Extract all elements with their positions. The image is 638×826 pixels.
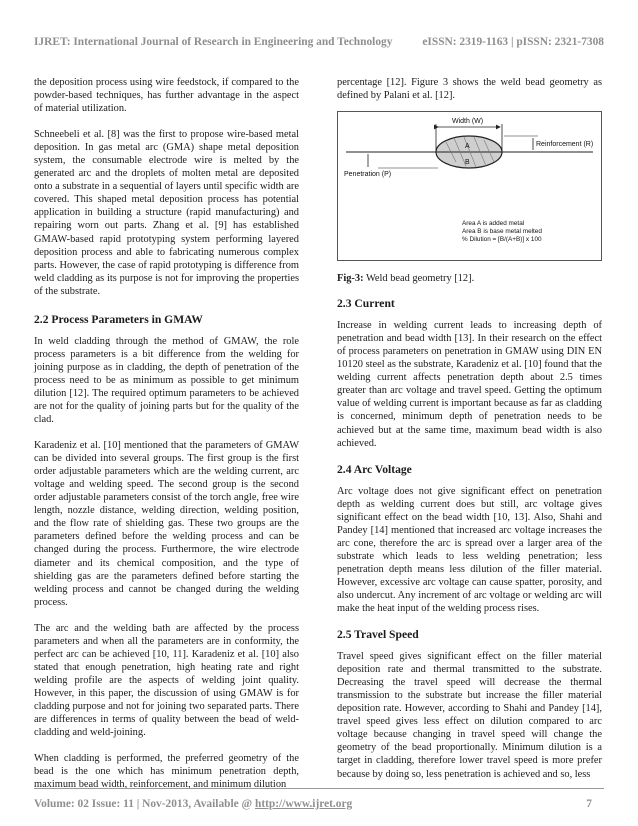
section-heading-2-3: 2.3 Current <box>337 297 395 311</box>
width-label: Width (W) <box>452 118 484 126</box>
paragraph: Increase in welding current leads to increasing depth of penetration and bead width [13]. In their research on the effect of process parameters on penetration in GMAW using DIN EN 10120 steel as the substrate, Karadeniz et al. [10] found that the welding current affects penetration depth about 2.5 times greater than arc voltage and travel speed. Getting the optimum value of welding current is important because as far as cladding is concerned, minimum depth of penetration needs to be achieved but at the same time, maximum bead width is also achieved. <box>337 320 602 449</box>
paragraph: Travel speed gives significant effect on the filler material deposition rate and thermal transmitted to the substrate. Decreasing the travel speed will decrease the thermal transmission to the substrate but increase the filler material deposition rate. However, according to Shahi and Pandey [14], travel speed gives less effect on dilution compared to arc voltage because changing in travel speed will change the geometry of the bead proportionally. Minimum dilution is a target in cladding, therefore lower travel speed is more prefer because by doing so, less penetration is achieved and so, less <box>337 651 602 780</box>
paragraph: Karadeniz et al. [10] mentioned that the parameters of GMAW can be divided into several groups. The first group is the first order adjustable parameters which are the welding current, arc voltage and welding speed. The second group is the second order adjustable parameters consist of the torch angle, free wire length, nozzle distance, welding direction, welding position, and the flow rate of shielding gas. These two groups are the parameters defined before the welding process and can be changed during the process. Furthermore, the wire electrode diameter and its chemical composition, and the type of shielding gas are the parameters defined before starting the welding process and cannot be changed during the welding process. <box>34 440 299 608</box>
paragraph: Schneebeli et al. [8] was the first to propose wire-based metal deposition. In gas metal arc (GMA) shape metal deposition system, the consumable electrode wire is melted by the generated arc and the droplets of molten metal are deposited onto a substrate in a sequential of layers until specific width are covered. This shaped metal deposition process has potential application in building a structure (rapid manufacturing) and repairing worn out parts. Zhang et al. [9] has established GMAW-based rapid prototyping system performing layered deposition process and able to fabricating numerous complex parts. However, the case of rapid prototyping is difference from weld cladding as its purpose is not for improving the properties of the substrate. <box>34 129 299 297</box>
figure-note: Area A is added metal <box>462 220 525 228</box>
running-header <box>34 36 604 48</box>
paragraph: In weld cladding through the method of GMAW, the role process parameters is a bit difference from the welding for joining purpose as in cladding, the depth of penetration of the process need to be as minimum as possible to get minimum dilution [12]. The required optimum parameters to be achieved are not for the quality of joining parts but for the quality of the clad. <box>34 335 299 426</box>
area-b-label: B <box>465 159 470 167</box>
section-heading-2-5: 2.5 Travel Speed <box>337 628 419 642</box>
paragraph: the deposition process using wire feedstock, if compared to the powder-based techniques, has further advantage in the aspect of material utilization. <box>34 77 299 115</box>
figure-caption <box>337 272 602 285</box>
weld-bead-diagram <box>338 112 601 258</box>
paragraph: percentage [12]. Figure 3 shows the weld bead geometry as defined by Palani et al. [12]. <box>337 77 602 102</box>
footer-text: Volume: 02 Issue: 11 | Nov-2013, Available @ <box>34 798 255 810</box>
figure-3-weld-bead-geometry <box>337 111 602 261</box>
paragraph: Arc voltage does not give significant effect on penetration depth as welding current does but still, arc voltage gives significant effect on the bead width [10, 13]. Also, Shahi and Pandey [14] mentioned that increased arc voltage increases the arc cone, therefore the arc is spread over a larger area of the substrate which leads to less welding penetration; less penetration depth means less dilution of the filler material. However, excessive arc voltage can cause spatter, porosity, and also undercut. Any increment of arc voltage or welding arc will make the heat input of the welding process rises. <box>337 485 602 615</box>
figure-caption-text: Weld bead geometry [12]. <box>363 273 475 285</box>
right-column <box>337 76 602 781</box>
footer-divider <box>34 788 604 789</box>
reinforcement-label: Reinforcement (R) <box>536 141 594 149</box>
page-number: 7 <box>586 798 592 810</box>
journal-name: IJRET: International Journal of Research in Engineering and Technology <box>34 36 393 48</box>
section-heading-2-4: 2.4 Arc Voltage <box>337 462 412 476</box>
figure-caption-label: Fig-3: <box>337 273 364 285</box>
left-column <box>34 76 299 791</box>
figure-note: Area B is base metal melted <box>462 228 542 236</box>
section-heading-2-2: 2.2 Process Parameters in GMAW <box>34 312 203 326</box>
journal-website-link[interactable]: http://www.ijret.org <box>255 798 353 810</box>
paragraph: The arc and the welding bath are affected by the process parameters and when all the parameters are in conformity, the perfect arc can be achieved [10, 11]. Karadeniz et al. [10] also stated that enough penetration, high heating rate and right welding profile are the aspects of welding joint quality. However, in this paper, the discussion of using GMAW is for cladding purpose and not for joining two separated parts. There are differences in terms of quality between the bead of weld-cladding and weld-joining. <box>34 622 299 739</box>
paragraph: When cladding is performed, the preferred geometry of the bead is the one which has minimum penetration depth, maximum bead width, reinforcement, and minimum dilution <box>34 753 299 791</box>
page-footer <box>34 798 604 810</box>
figure-note: % Dilution = [B/(A+B)] x 100 <box>462 236 542 244</box>
area-a-label: A <box>465 143 470 151</box>
issn-text: eISSN: 2319-1163 | pISSN: 2321-7308 <box>422 36 604 48</box>
penetration-label: Penetration (P) <box>344 171 392 179</box>
